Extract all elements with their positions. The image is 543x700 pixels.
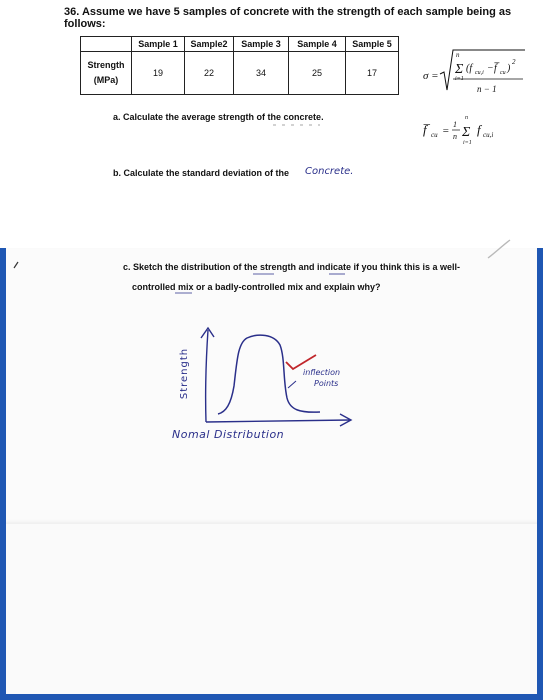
row-label-line2: (MPa) — [93, 75, 119, 85]
svg-text:f̅: f̅ — [423, 122, 427, 137]
y-axis-label: Strength — [179, 347, 191, 400]
svg-text:n: n — [465, 115, 468, 121]
strength-table — [80, 36, 399, 95]
table-cell: 17 — [346, 52, 399, 95]
svg-text:Σ: Σ — [455, 62, 464, 77]
svg-text:cu,i: cu,i — [475, 70, 484, 76]
inflection-label-line2: Points — [314, 379, 339, 388]
question-title: 36. Assume we have 5 samples of concrete with the strength of each sample being as follows: — [64, 6, 512, 30]
svg-text:(f: (f — [466, 63, 473, 74]
svg-text:Σ: Σ — [462, 125, 471, 140]
table-cell: 25 — [289, 52, 346, 95]
svg-text:): ) — [507, 63, 511, 74]
x-axis-label: Nomal Distribution — [172, 428, 285, 441]
row-label-line1: Strength — [87, 60, 125, 70]
svg-text:−: − — [487, 63, 494, 74]
table-row — [81, 52, 399, 95]
table-header-row — [81, 37, 399, 52]
table-cell: 22 — [185, 52, 234, 95]
svg-text:cu,i: cu,i — [483, 131, 494, 139]
svg-text:i=1: i=1 — [455, 76, 464, 82]
inflection-label-line1: inflection — [303, 368, 341, 377]
svg-text:i=1: i=1 — [463, 140, 472, 146]
svg-text:n: n — [453, 132, 457, 141]
part-c-line1: c. Sketch the distribution of the strength and indicate if you think this is a well- — [123, 262, 461, 272]
table-cell: 19 — [132, 52, 185, 95]
table-cell: 34 — [234, 52, 289, 95]
svg-text:1: 1 — [453, 120, 457, 129]
table-header-cell: Sample2 — [185, 37, 234, 52]
svg-text:=: = — [442, 125, 450, 137]
part-b-handwritten: Concrete. — [305, 166, 354, 177]
table-header-cell: Sample 3 — [234, 37, 289, 52]
svg-text:f̅: f̅ — [494, 63, 497, 74]
part-b-text: b. Calculate the standard deviation of the — [113, 168, 290, 178]
frame-left-edge — [0, 248, 6, 700]
svg-text:cu: cu — [500, 70, 506, 76]
table-header-cell: Sample 1 — [132, 37, 185, 52]
svg-text:cu: cu — [431, 131, 438, 139]
frame-right-edge — [537, 248, 543, 700]
table-header-cell: Sample 4 — [289, 37, 346, 52]
part-a-text: a. Calculate the average strength of the concrete. — [113, 112, 324, 122]
svg-text:n: n — [456, 51, 460, 59]
table-corner-cell — [81, 37, 132, 52]
svg-text:f: f — [477, 122, 481, 137]
svg-text:σ =: σ = — [423, 70, 439, 82]
svg-text:n − 1: n − 1 — [477, 84, 497, 94]
svg-text:2: 2 — [512, 58, 516, 66]
page-bottom-section — [0, 524, 543, 700]
part-c-line2: controlled mix or a badly-controlled mix and explain why? — [132, 282, 381, 292]
table-row-label — [81, 52, 132, 95]
table-header-cell: Sample 5 — [346, 37, 399, 52]
